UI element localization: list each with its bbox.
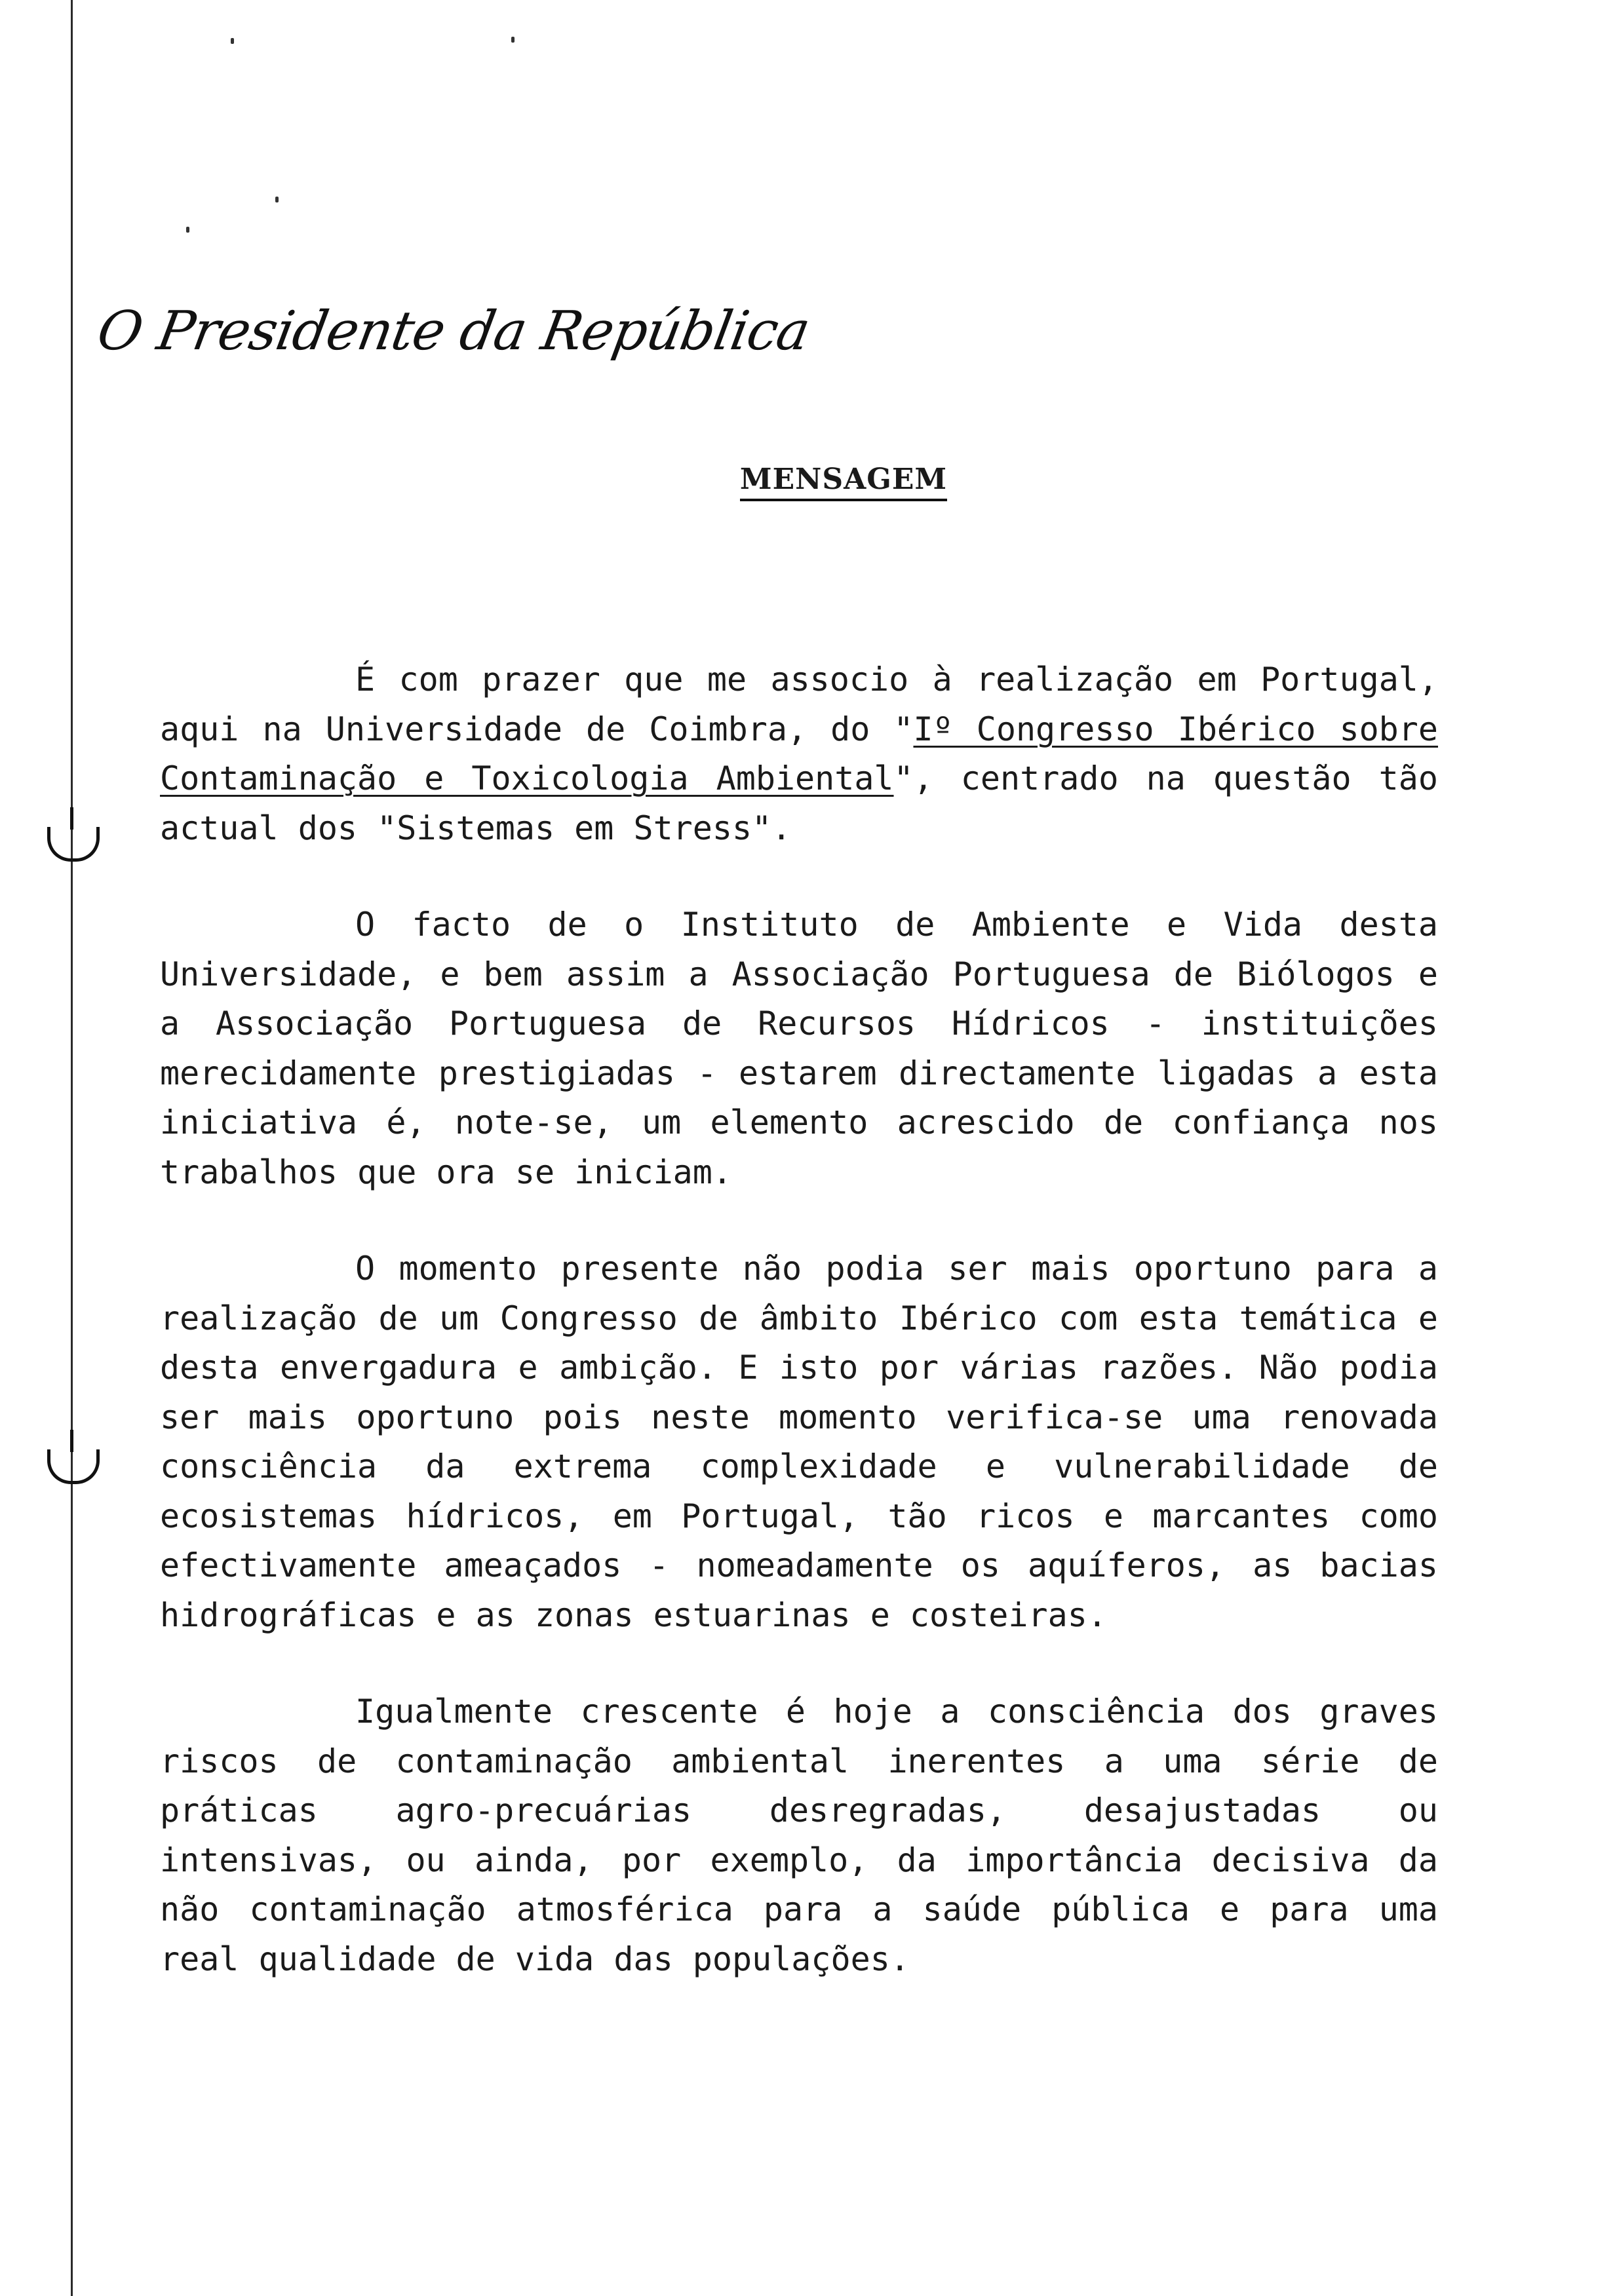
document-heading bbox=[0, 463, 1615, 496]
congress-name: Iº Congresso Ibérico sobre Contaminação e Toxicologia Ambiental bbox=[160, 710, 1438, 797]
paragraph-2: O facto de o Instituto de Ambiente e Vida desta Universidade, e bem assim a Associação Portuguesa de Biólogos e a Associação Portuguesa de Recursos Hídricos - instituições merecidamente prestigiadas - estarem directamente ligadas a esta iniciativa é, note-se, um elemento acrescido de confiança nos trabalhos que ora se iniciam. bbox=[160, 906, 1438, 1191]
paragraph-1-start: É com prazer que me associo à realização em Portugal, aqui na Universidade de Coimbra, do " bbox=[160, 660, 1438, 748]
letterhead-title: O Presidente da República bbox=[92, 300, 815, 362]
paragraph-3: O momento presente não podia ser mais oportuno para a realização de um Congresso de âmbito Ibérico com esta temática e desta envergadura e ambição. E isto por várias razões. Não podia ser mais oportuno pois neste momento verifica-se uma renovada consciência da extrema complexidade e vulnerabilidade de ecosistemas hídricos, em Portugal, tão ricos e marcantes como efectivamente ameaçados - nomeadamente os aquíferos, as bacias hidrográficas e as zonas estuarinas e costeiras. bbox=[160, 1250, 1438, 1634]
scan-speck bbox=[186, 227, 189, 233]
binding-margin-line bbox=[71, 0, 73, 2296]
punch-hole-mark-lower bbox=[47, 1449, 100, 1484]
paragraph-1 bbox=[160, 655, 1438, 853]
message-body bbox=[160, 655, 1438, 2031]
punch-hole-mark-upper bbox=[47, 827, 100, 862]
scan-speck bbox=[231, 38, 234, 44]
scan-speck bbox=[511, 37, 515, 43]
scan-speck bbox=[275, 197, 279, 202]
paragraph-1-end: ", centrado na questão tão actual dos "Sistemas em Stress". bbox=[160, 759, 1438, 847]
paragraph-4: Igualmente crescente é hoje a consciência dos graves riscos de contaminação ambiental inerentes a uma série de práticas agro-precuárias desregradas, desajustadas ou intensivas, ou ainda, por exemplo, da importância decisiva da não contaminação atmosférica para a saúde pública e para uma real qualidade de vida das populações. bbox=[160, 1693, 1438, 1978]
heading-text: MENSAGEM bbox=[740, 463, 947, 501]
